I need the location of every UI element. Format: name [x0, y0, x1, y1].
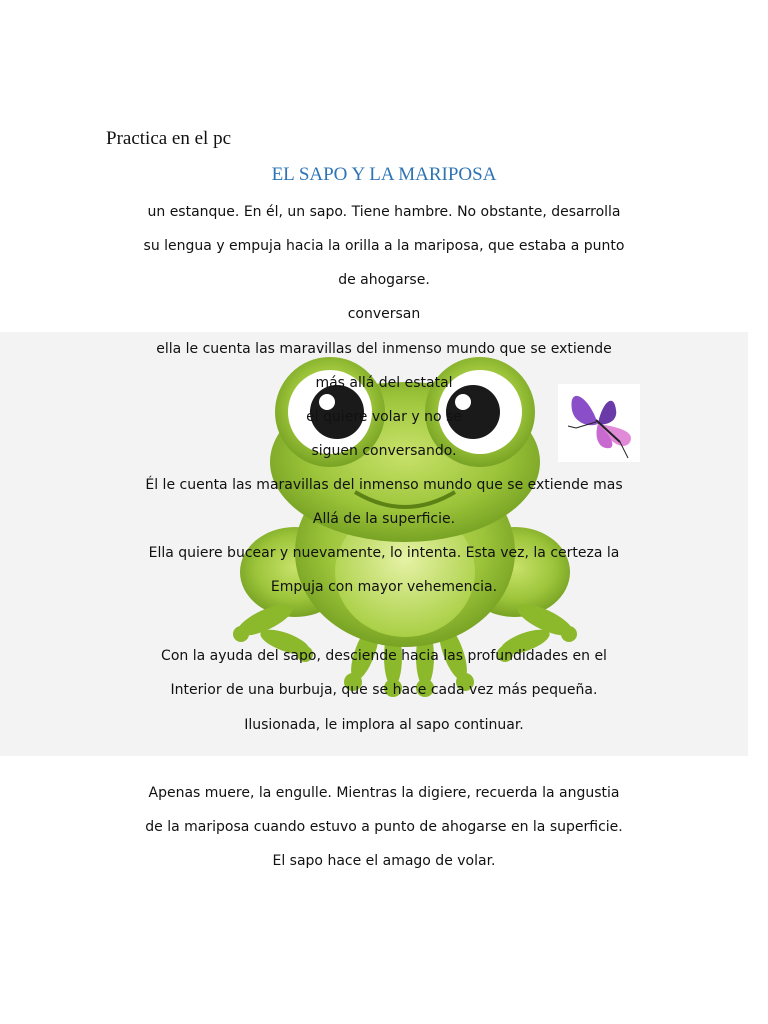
story-line-13: Con la ayuda del sapo, desciende hacia las profundidades en el: [161, 648, 607, 664]
story-line-5: ella le cuenta las maravillas del inmenso mundo que se extiende: [156, 341, 612, 357]
story-line-8: siguen conversando.: [311, 443, 457, 459]
story-line-15: Ilusionada, le implora al sapo continuar.: [244, 717, 524, 733]
story-line-7: él quiere volar y no se: [306, 409, 462, 425]
page-heading: Practica en el pc: [106, 128, 232, 149]
story-line-6: más allá del estatal: [315, 375, 453, 391]
story-line-11: Ella quiere bucear y nuevamente, lo intenta. Esta vez, la certeza la: [148, 545, 620, 561]
story-line-17: de la mariposa cuando estuvo a punto de ahogarse en la superficie.: [145, 819, 623, 835]
story-line-12: Empuja con mayor vehemencia.: [270, 579, 498, 595]
story-line-14: Interior de una burbuja, que se hace cada vez más pequeña.: [170, 682, 598, 698]
story-line-2: su lengua y empuja hacia la orilla a la mariposa, que estaba a punto: [143, 238, 625, 254]
story-line-10: Allá de la superficie.: [312, 511, 456, 527]
story-title: EL SAPO Y LA MARIPOSA: [271, 164, 497, 185]
story-line-16: Apenas muere, la engulle. Mientras la digiere, recuerda la angustia: [148, 785, 620, 801]
story-line-4: conversan: [347, 306, 421, 322]
story-line-1: un estanque. En él, un sapo. Tiene hambre. No obstante, desarrolla: [147, 204, 621, 220]
story-line-18: El sapo hace el amago de volar.: [272, 853, 496, 869]
story-line-3: de ahogarse.: [338, 272, 430, 288]
story-line-9: Él le cuenta las maravillas del inmenso mundo que se extiende mas: [145, 477, 623, 493]
